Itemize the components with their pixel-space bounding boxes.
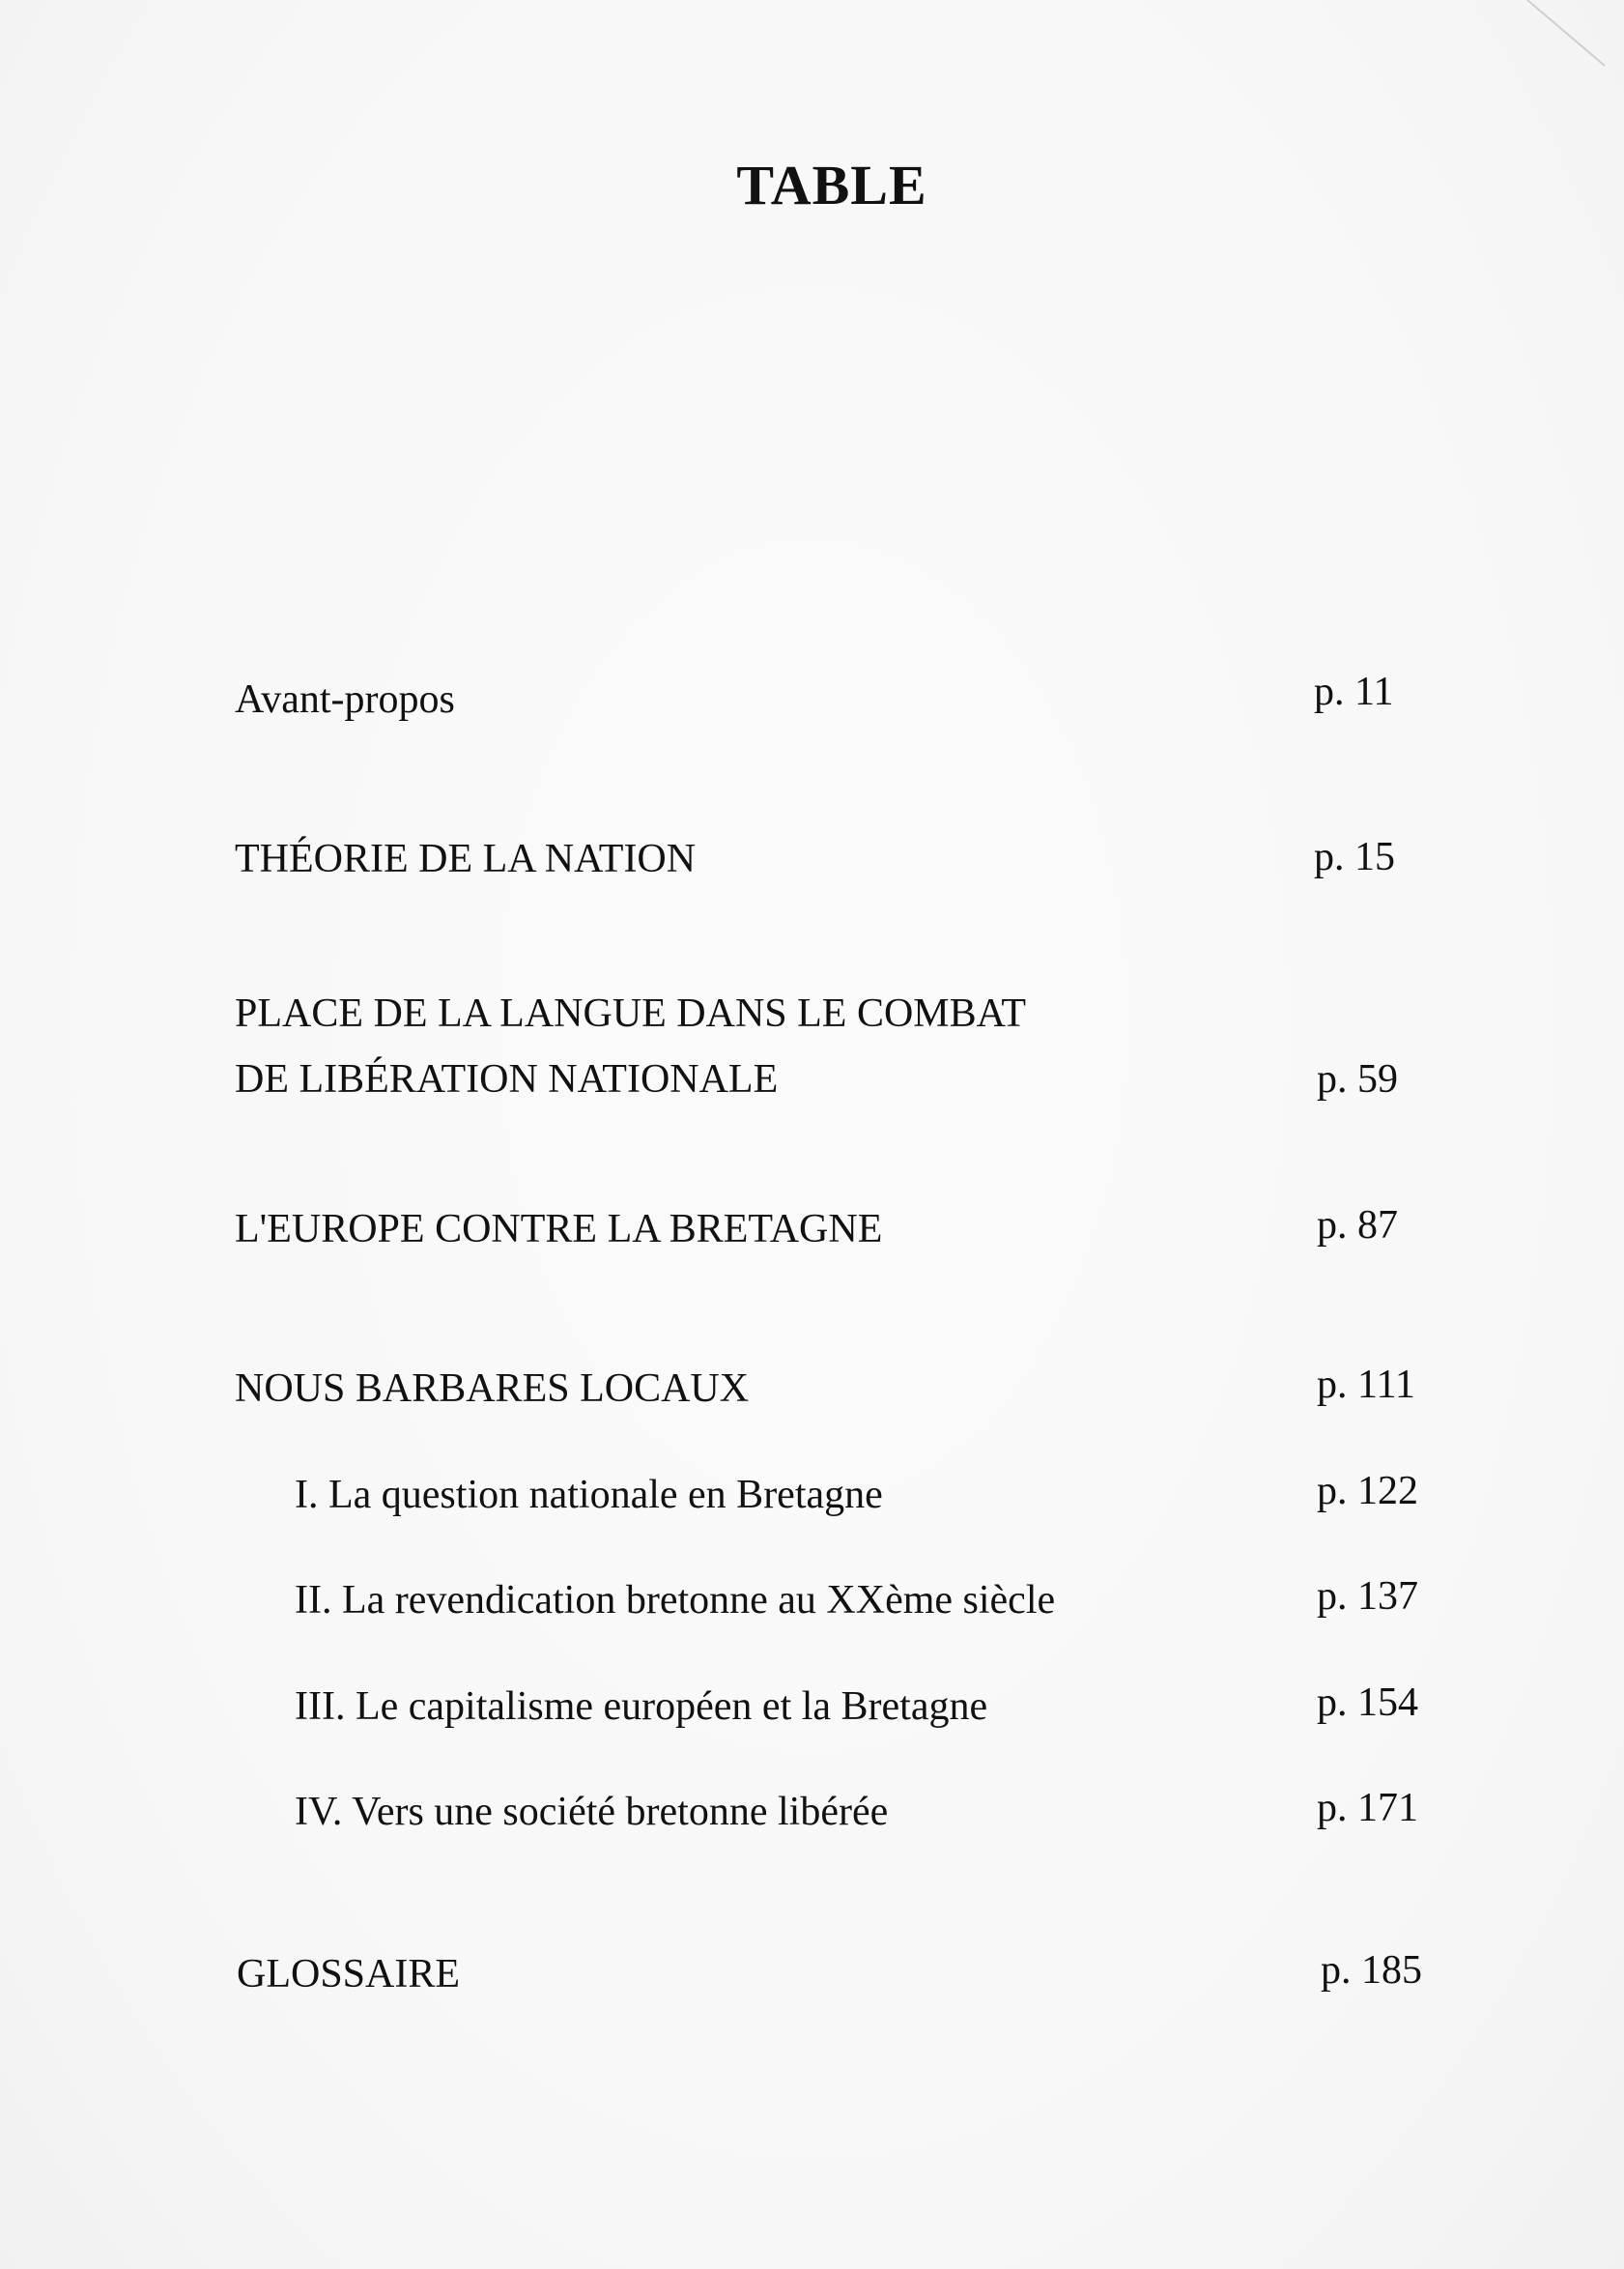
toc-entry-label: GLOSSAIRE	[237, 1952, 461, 1996]
toc-entry-page: p. 11	[1314, 670, 1394, 714]
toc-entry-europe[interactable]	[235, 1196, 1413, 1262]
toc-subentry-page: p. 122	[1317, 1469, 1418, 1513]
toc-subentry-label: II. La revendication bretonne au XXème siècle	[295, 1578, 1056, 1623]
toc-entry-page: p. 111	[1317, 1363, 1415, 1407]
toc-entry-avant-propos[interactable]	[235, 667, 1413, 732]
toc-subentry-label: I. La question nationale en Bretagne	[295, 1473, 883, 1517]
toc-entry-label: THÉORIE DE LA NATION	[235, 837, 697, 881]
toc-subentry-4[interactable]	[295, 1779, 1435, 1845]
toc-subentry-page: p. 137	[1317, 1574, 1418, 1619]
paper-corner-crease	[1489, 0, 1624, 77]
toc-entry-glossaire[interactable]	[237, 1941, 1435, 2007]
toc-subentry-1[interactable]	[295, 1462, 1435, 1528]
toc-subentry-label: III. Le capitalisme européen et la Bretagne	[295, 1684, 988, 1729]
toc-entry-label-line2: DE LIBÉRATION NATIONALE	[235, 1057, 779, 1102]
toc-subentry-page: p. 171	[1317, 1786, 1418, 1830]
toc-entry-theorie[interactable]	[235, 826, 1413, 892]
toc-entry-nous-barbares[interactable]	[235, 1356, 1433, 1422]
toc-subentry-label: IV. Vers une société bretonne libérée	[295, 1790, 889, 1834]
toc-subentry-page: p. 154	[1317, 1680, 1418, 1725]
toc-entry-page: p. 87	[1317, 1203, 1398, 1248]
toc-entry-label: L'EUROPE CONTRE LA BRETAGNE	[235, 1207, 883, 1251]
page-title: TABLE	[736, 154, 927, 216]
toc-entry-page: p. 15	[1314, 835, 1395, 879]
toc-entry-label-line1: PLACE DE LA LANGUE DANS LE COMBAT	[235, 991, 1026, 1036]
toc-entry-label: NOUS BARBARES LOCAUX	[235, 1366, 750, 1411]
toc-entry-label: Avant-propos	[235, 677, 455, 722]
toc-subentry-3[interactable]	[295, 1674, 1435, 1739]
toc-entry-place-de-la-langue[interactable]	[235, 981, 1413, 1112]
toc-entry-page: p. 59	[1317, 1057, 1398, 1102]
toc-entry-page: p. 185	[1321, 1948, 1422, 1993]
toc-subentry-2[interactable]	[295, 1567, 1435, 1633]
